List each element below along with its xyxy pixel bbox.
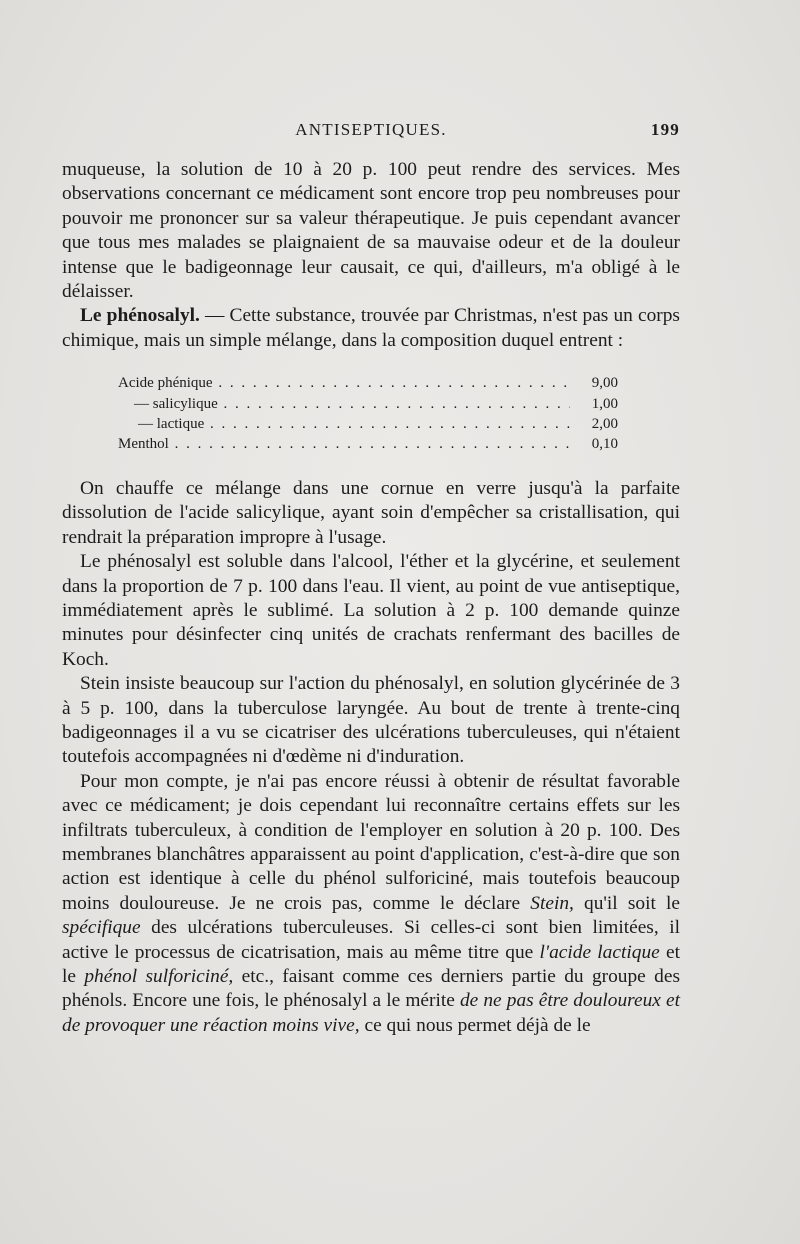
- formula-row: [118, 414, 618, 434]
- paragraph-text: qu'il soit le: [573, 892, 680, 914]
- formula-quantity: 9,00: [591, 375, 618, 392]
- paragraph-phenosalyl-intro: [62, 304, 680, 353]
- italic-stein: Stein,: [530, 892, 574, 914]
- paragraph-preparation: On chauffe ce mélange dans une cornue en verre jusqu'à la parfaite dissolution de l'acide salicylique, ayant soin d'empêcher sa cristallisation, qui rendrait la préparation impropre à l'usage.: [62, 477, 680, 548]
- formula-ingredient: Acide phénique . . .: [118, 373, 570, 393]
- formula-quantity: 2,00: [591, 416, 618, 433]
- formula-quantity: 0,10: [591, 436, 618, 453]
- paragraph-text: Pour mon compte, je n'ai pas encore réussi à obtenir de résultat favorable avec ce médicament; je dois cependant lui reconnaître certains effets sur les infiltrats tuberculeux, à condition de l'employer en solution à 20 p. 100. Des membranes blanchâtres apparaissent au point d'application, c'est-à-dire que son action est identique à celle du phénol sulforiciné, mais toutefois beaucoup moins douloureuse. Je ne crois pas, comme le déclare: [62, 770, 680, 914]
- paragraph-text: etc., faisant comme ces derniers partie du groupe des phénols. Encore une fois, le phénosalyl a le mérite: [62, 966, 680, 1012]
- formula-ingredient: — lactique . . .: [118, 414, 570, 434]
- paragraph-text: des ulcérations tuberculeuses. Si celles-ci sont bien limitées, il active le processus de cicatrisation, mais au même titre que: [62, 917, 680, 963]
- formula-quantity: 1,00: [591, 395, 618, 412]
- paragraph-stein: Stein insiste beaucoup sur l'action du phénosalyl, en solution glycérinée de 3 à 5 p. 100, dans la tuberculose laryngée. Au bout de trente à trente-cinq badigeonnages il a vu se cicatriser des ulcérations tuberculeuses, qui n'étaient toutefois accompagnées ni d'œdème ni d'induration.: [62, 673, 680, 768]
- paragraph-solubility: Le phénosalyl est soluble dans l'alcool, l'éther et la glycérine, et seulement dans la proportion de 7 p. 100 dans l'eau. Il vient, au point de vue antiseptique, immédiatement après le sublimé. La solution à 2 p. 100 demande quinze minutes pour désinfecter cinq unités de crachats renfermant des bacilles de Koch.: [62, 551, 680, 670]
- paragraph-continuation: muqueuse, la solution de 10 à 20 p. 100 peut rendre des services. Mes observations concernant ce médicament sont encore trop peu nombreuses pour pouvoir me prononcer sur sa valeur thérapeutique. Je puis cependant avancer que tous mes malades se plaignaient de sa mauvaise odeur et de la douleur intense que le badigeonnage leur causait, ce qui, d'ailleurs, m'a obligé à le délaisser.: [62, 159, 680, 303]
- formula-row: [118, 373, 618, 393]
- italic-conclusion: de ne pas être douloureux et de provoquer une réaction moins vive,: [62, 990, 680, 1036]
- paragraph-author-experience: [62, 770, 680, 1038]
- italic-acide-lactique: l'acide lactique: [539, 941, 660, 963]
- running-title: ANTISEPTIQUES.: [295, 120, 447, 139]
- page-number: 199: [650, 120, 680, 139]
- paragraph-text: — Cette substance, trouvée par Christmas, n'est pas un corps chimique, mais un simple mélange, dans la composition duquel entrent :: [62, 305, 680, 351]
- paragraph-text: ce qui nous permet déjà de le: [359, 1014, 591, 1036]
- paragraph-text: et le: [62, 941, 681, 987]
- section-heading: Le phénosalyl.: [80, 305, 200, 327]
- formula-table: [118, 373, 618, 455]
- italic-specifique: spécifique: [62, 917, 141, 939]
- body-text: [62, 158, 680, 1038]
- formula-ingredient: Menthol . . .: [118, 434, 570, 454]
- formula-row: [118, 434, 618, 454]
- formula-row: [118, 394, 618, 414]
- italic-phenol-sulforicine: phénol sulforiciné,: [84, 966, 234, 987]
- formula-ingredient: — salicylique . . .: [118, 394, 570, 414]
- page-header: [62, 120, 680, 144]
